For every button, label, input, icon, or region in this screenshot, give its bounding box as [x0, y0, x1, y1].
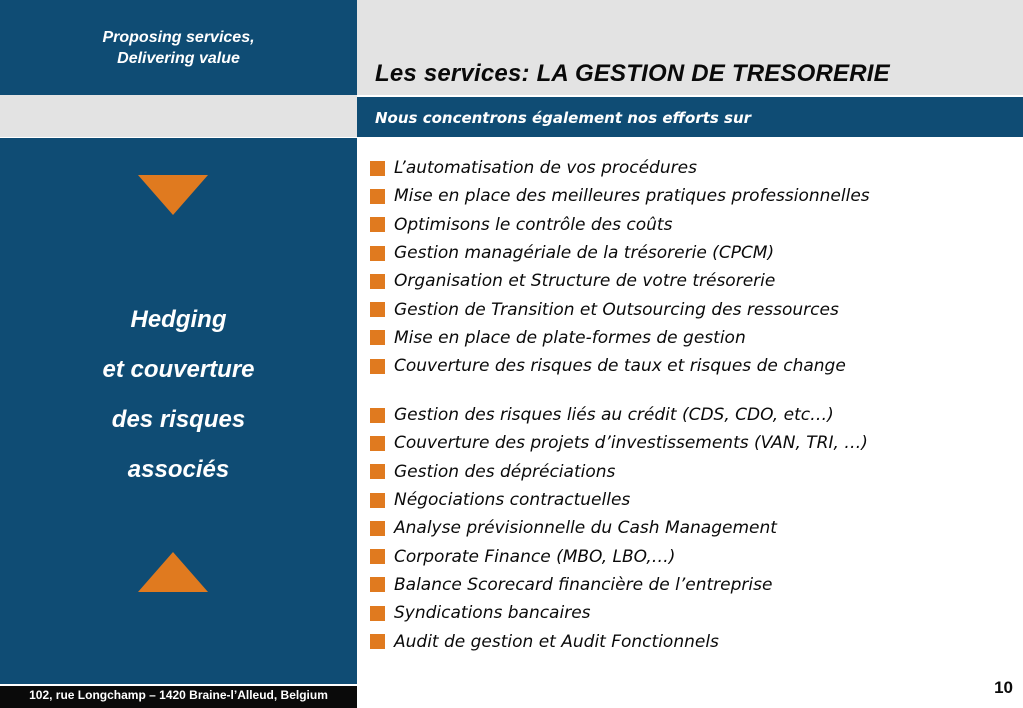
list-item [370, 211, 870, 239]
list-item [370, 267, 870, 295]
list-item-text: Syndications bancaires [394, 603, 591, 624]
square-bullet-icon [370, 634, 385, 649]
arrow-down-icon [138, 175, 208, 215]
side-heading-line: des risques [111, 406, 246, 433]
list-item-text: Gestion de Transition et Outsourcing des ressources [394, 299, 839, 320]
list-item-text: Optimisons le contrôle des coûts [394, 214, 673, 235]
list-item [370, 154, 870, 182]
list-item [370, 352, 870, 380]
list-item [370, 182, 870, 210]
list-item-text: Audit de gestion et Audit Fonctionnels [394, 631, 719, 652]
list-item [370, 401, 868, 429]
list-item-text: L’automatisation de vos procédures [394, 158, 697, 179]
list-item-text: Gestion des dépréciations [394, 461, 616, 482]
list-item-text: Couverture des projets d’investissements (VAN, TRI, …) [394, 433, 868, 454]
square-bullet-icon [370, 359, 385, 374]
square-bullet-icon [370, 330, 385, 345]
arrow-up-icon [138, 552, 208, 592]
page-title: Les services: LA GESTION DE TRESORERIE [375, 60, 890, 87]
list-item [370, 542, 868, 570]
square-bullet-icon [370, 274, 385, 289]
side-heading [0, 305, 357, 505]
list-item-text: Mise en place de plate-formes de gestion [394, 327, 746, 348]
list-item [370, 239, 870, 267]
page-subtitle: Nous concentrons également nos efforts sur [375, 109, 752, 127]
side-heading-line: et couverture [102, 356, 255, 383]
footer-address: 102, rue Longchamp – 1420 Braine-l’Alleud, Belgium [29, 688, 328, 702]
list-item-text: Balance Scorecard financière de l’entreprise [394, 574, 773, 595]
square-bullet-icon [370, 606, 385, 621]
header-divider [0, 137, 1023, 138]
side-heading-line: associés [127, 456, 230, 483]
list-item [370, 458, 868, 486]
square-bullet-icon [370, 246, 385, 261]
bullet-list-1 [370, 154, 870, 380]
square-bullet-icon [370, 464, 385, 479]
square-bullet-icon [370, 549, 385, 564]
square-bullet-icon [370, 577, 385, 592]
list-item [370, 599, 868, 627]
list-item-text: Mise en place des meilleures pratiques professionnelles [394, 186, 870, 207]
square-bullet-icon [370, 161, 385, 176]
list-item [370, 295, 870, 323]
list-item-text: Couverture des risques de taux et risques de change [394, 356, 846, 377]
square-bullet-icon [370, 189, 385, 204]
tagline-line-2: Delivering value [117, 50, 240, 67]
square-bullet-icon [370, 521, 385, 536]
square-bullet-icon [370, 302, 385, 317]
tagline [0, 0, 357, 95]
page-number: 10 [994, 678, 1013, 697]
list-item [370, 429, 868, 457]
side-heading-line: Hedging [130, 306, 227, 333]
list-item-text: Négociations contractuelles [394, 490, 631, 511]
list-item-text: Gestion managériale de la trésorerie (CPCM) [394, 243, 775, 264]
bullet-list-2 [370, 401, 868, 656]
list-item [370, 571, 868, 599]
list-item [370, 486, 868, 514]
list-item-text: Organisation et Structure de votre trésorerie [394, 271, 776, 292]
list-item-text: Analyse prévisionnelle du Cash Management [394, 518, 777, 539]
list-item-text: Gestion des risques liés au crédit (CDS, CDO, etc…) [394, 405, 834, 426]
tagline-line-1: Proposing services, [102, 29, 255, 46]
square-bullet-icon [370, 408, 385, 423]
left-grey-band [0, 95, 357, 137]
list-item [370, 514, 868, 542]
square-bullet-icon [370, 217, 385, 232]
list-item [370, 324, 870, 352]
list-item [370, 627, 868, 655]
square-bullet-icon [370, 436, 385, 451]
list-item-text: Corporate Finance (MBO, LBO,…) [394, 546, 676, 567]
square-bullet-icon [370, 493, 385, 508]
